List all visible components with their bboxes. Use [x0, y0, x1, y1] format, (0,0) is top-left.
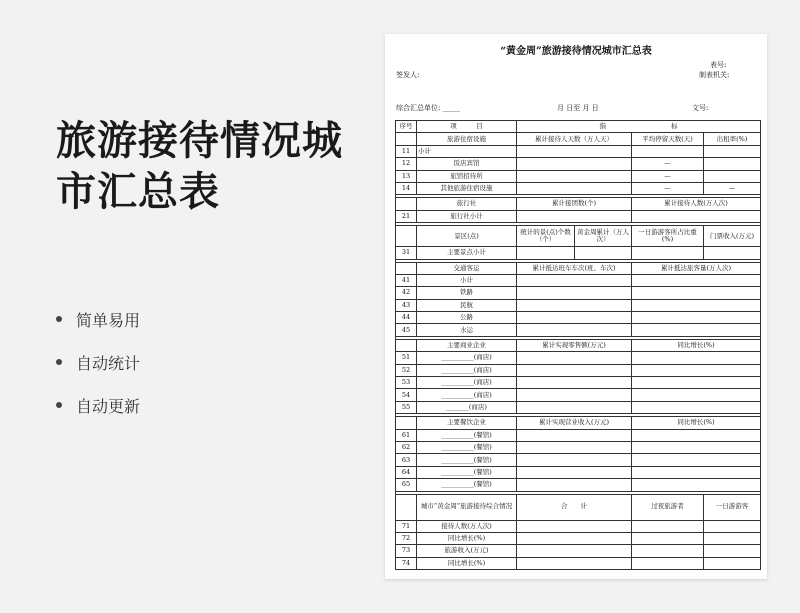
table-cell: 景区(点)	[417, 226, 517, 247]
table-cell	[517, 324, 632, 336]
table-row	[396, 299, 761, 311]
table-cell	[704, 158, 761, 170]
table-cell	[632, 352, 761, 364]
table-cell: 小计	[417, 274, 517, 286]
table-cell: __________(餐馆)	[417, 429, 517, 441]
table-cell	[517, 247, 575, 259]
header-seq: 序号	[396, 121, 417, 133]
promo-title-line-2: 市汇总表	[56, 169, 220, 215]
table-cell: 过夜旅游者	[632, 494, 704, 520]
table-cell: _______(商店)	[417, 401, 517, 413]
table-row	[396, 429, 761, 441]
table-cell: __________(商店)	[417, 352, 517, 364]
table-cell	[517, 479, 632, 491]
table-cell: 53	[396, 377, 417, 389]
table-row	[396, 532, 761, 544]
table-row	[396, 182, 761, 194]
table-cell: 累计抵达班车车次(班、车次)	[517, 262, 632, 274]
table-cell	[632, 274, 761, 286]
table-cell: 63	[396, 454, 417, 466]
table-row	[396, 210, 761, 222]
table-cell: 73	[396, 545, 417, 557]
table-cell: 合 计	[517, 494, 632, 520]
doc-no-label: 文号:	[692, 104, 709, 112]
table-cell: __________(餐馆)	[417, 454, 517, 466]
feature-label: 自动更新	[76, 396, 141, 416]
table-cell: 55	[396, 401, 417, 413]
table-cell: 水运	[417, 324, 517, 336]
table-cell	[517, 210, 632, 222]
feature-label: 简单易用	[76, 310, 141, 330]
section-header-row	[396, 133, 761, 145]
table-cell: 44	[396, 312, 417, 324]
table-cell	[704, 557, 761, 569]
table-cell: __________(商店)	[417, 389, 517, 401]
table-cell	[396, 417, 417, 429]
table-cell: 小计	[417, 145, 517, 157]
table-cell: __________(商店)	[417, 377, 517, 389]
table-row	[396, 389, 761, 401]
table-row	[396, 545, 761, 557]
promo-title-line-1: 旅游接待情况城	[56, 118, 343, 164]
table-cell: 71	[396, 520, 417, 532]
table-cell: 42	[396, 287, 417, 299]
table-cell: 累计接团数(个)	[517, 198, 632, 210]
table-cell: 黄金周累计（万人次）	[575, 226, 632, 247]
table-cell: 旅馆招待所	[417, 170, 517, 182]
summary-table	[395, 120, 761, 570]
section-header-row	[396, 198, 761, 210]
table-cell: 11	[396, 145, 417, 157]
table-cell	[517, 158, 632, 170]
table-cell: 累计接待人数(万人次)	[632, 198, 761, 210]
table-cell	[396, 133, 417, 145]
table-row	[396, 441, 761, 453]
promo-title	[56, 116, 376, 218]
table-cell	[517, 429, 632, 441]
table-cell	[632, 377, 761, 389]
table-cell: 旅游住宿设施	[417, 133, 517, 145]
header-item: 项 目	[417, 121, 517, 133]
section-header-row	[396, 417, 761, 429]
table-cell	[632, 287, 761, 299]
table-row	[396, 145, 761, 157]
table-cell	[396, 339, 417, 351]
section-header-row	[396, 494, 761, 520]
table-cell: 累计实现营业收入(万元)	[517, 417, 632, 429]
table-cell	[517, 441, 632, 453]
table-row	[396, 401, 761, 413]
table-cell	[517, 274, 632, 286]
table-row	[396, 377, 761, 389]
table-cell: —	[632, 170, 704, 182]
table-row	[396, 312, 761, 324]
table-cell: 出租率(%)	[704, 133, 761, 145]
table-cell	[517, 545, 632, 557]
table-cell: 同比增长(%)	[632, 339, 761, 351]
table-cell	[517, 352, 632, 364]
table-cell: 同比增长(%)	[417, 532, 517, 544]
table-cell: 一日游游客	[704, 494, 761, 520]
table-cell	[396, 198, 417, 210]
table-cell	[632, 247, 704, 259]
table-cell	[632, 532, 704, 544]
table-cell: 51	[396, 352, 417, 364]
table-cell	[517, 466, 632, 478]
table-cell: —	[632, 182, 704, 194]
table-header-row	[396, 121, 761, 133]
table-cell	[632, 466, 761, 478]
table-row	[396, 364, 761, 376]
table-cell: 13	[396, 170, 417, 182]
table-row	[396, 454, 761, 466]
table-row	[396, 352, 761, 364]
table-cell	[632, 545, 704, 557]
table-cell: 12	[396, 158, 417, 170]
table-cell: __________(商店)	[417, 364, 517, 376]
table-cell	[632, 479, 761, 491]
table-cell: 61	[396, 429, 417, 441]
table-cell: 旅游收入(万元)	[417, 545, 517, 557]
table-row	[396, 170, 761, 182]
table-cell	[632, 441, 761, 453]
table-row	[396, 287, 761, 299]
table-cell	[632, 401, 761, 413]
table-cell: 74	[396, 557, 417, 569]
table-no-label: 表号:	[710, 61, 727, 69]
table-cell	[632, 312, 761, 324]
maker-label: 制表机关:	[699, 71, 730, 79]
table-cell: 旅行社小计	[417, 210, 517, 222]
section-header-row	[396, 226, 761, 247]
table-cell: 主要景点小计	[417, 247, 517, 259]
table-cell: —	[704, 182, 761, 194]
table-cell: 其他旅游住宿设施	[417, 182, 517, 194]
table-cell: 65	[396, 479, 417, 491]
table-row	[396, 274, 761, 286]
table-cell	[704, 145, 761, 157]
feature-item	[56, 394, 140, 416]
date-label: 月 日至 月 日	[557, 104, 599, 112]
section-header-row	[396, 262, 761, 274]
table-cell: 城市“黄金周”旅游接待综合情况	[417, 494, 517, 520]
table-cell: —	[632, 158, 704, 170]
table-cell	[396, 226, 417, 247]
issuer-label: 签发人:	[396, 71, 420, 79]
table-cell	[632, 557, 704, 569]
form-title: “黄金周”旅游接待情况城市汇总表	[500, 46, 652, 57]
table-row	[396, 324, 761, 336]
table-cell: 旅行社	[417, 198, 517, 210]
table-cell	[632, 210, 761, 222]
table-cell: 接待人数(万人次)	[417, 520, 517, 532]
table-cell	[517, 182, 632, 194]
table-cell	[517, 389, 632, 401]
table-cell	[704, 170, 761, 182]
bullet-icon	[56, 359, 62, 365]
table-cell	[517, 401, 632, 413]
table-cell: 同比增长(%)	[632, 417, 761, 429]
table-cell	[517, 377, 632, 389]
table-cell: 62	[396, 441, 417, 453]
unit-label: 综合汇总单位: _____	[396, 104, 461, 112]
table-cell: 52	[396, 364, 417, 376]
table-row	[396, 479, 761, 491]
table-cell	[517, 299, 632, 311]
table-cell: 同比增长(%)	[417, 557, 517, 569]
table-cell	[632, 520, 704, 532]
table-cell: 主要商业企业	[417, 339, 517, 351]
table-cell: 累计实现零售额(万元)	[517, 339, 632, 351]
table-row	[396, 557, 761, 569]
table-cell: 民航	[417, 299, 517, 311]
table-cell	[517, 532, 632, 544]
table-cell: __________(餐馆)	[417, 479, 517, 491]
table-cell	[632, 145, 704, 157]
table-cell	[632, 299, 761, 311]
header-indicator: 指 标	[517, 121, 761, 133]
table-cell	[632, 324, 761, 336]
table-cell: __________(餐馆)	[417, 441, 517, 453]
table-cell	[517, 170, 632, 182]
table-row	[396, 247, 761, 259]
table-cell: 43	[396, 299, 417, 311]
table-cell: 14	[396, 182, 417, 194]
form-preview	[385, 34, 767, 579]
table-cell	[704, 532, 761, 544]
table-cell: 21	[396, 210, 417, 222]
bullet-icon	[56, 316, 62, 322]
section-header-row	[396, 339, 761, 351]
table-cell	[517, 287, 632, 299]
feature-item	[56, 351, 140, 373]
feature-item	[56, 308, 140, 330]
table-cell	[704, 545, 761, 557]
table-cell: 交通客运	[417, 262, 517, 274]
table-cell	[396, 494, 417, 520]
table-cell: 72	[396, 532, 417, 544]
table-cell	[517, 364, 632, 376]
feature-label: 自动统计	[76, 353, 141, 373]
table-cell: 一日游游客所占比重(%)	[632, 226, 704, 247]
table-cell	[632, 389, 761, 401]
table-cell: 64	[396, 466, 417, 478]
table-row	[396, 466, 761, 478]
table-cell	[632, 429, 761, 441]
table-cell	[704, 247, 761, 259]
table-cell: __________(餐馆)	[417, 466, 517, 478]
table-cell: 主要餐饮企业	[417, 417, 517, 429]
table-cell: 平均停留天数(天)	[632, 133, 704, 145]
feature-list	[56, 308, 140, 437]
table-cell: 54	[396, 389, 417, 401]
table-cell: 公路	[417, 312, 517, 324]
table-cell: 41	[396, 274, 417, 286]
table-cell	[632, 454, 761, 466]
table-cell: 统计的景(点)个数（个）	[517, 226, 575, 247]
table-cell: 铁路	[417, 287, 517, 299]
table-cell	[517, 520, 632, 532]
table-cell: 饭店宾馆	[417, 158, 517, 170]
table-cell: 累计接待人天数（万人天）	[517, 133, 632, 145]
table-cell	[632, 364, 761, 376]
table-cell	[517, 557, 632, 569]
table-cell: 31	[396, 247, 417, 259]
table-cell	[517, 145, 632, 157]
table-cell	[396, 262, 417, 274]
table-cell	[575, 247, 632, 259]
table-cell	[517, 312, 632, 324]
table-row	[396, 158, 761, 170]
table-cell: 累计抵达旅客量(万人次)	[632, 262, 761, 274]
table-cell	[517, 454, 632, 466]
table-row	[396, 520, 761, 532]
table-cell: 45	[396, 324, 417, 336]
table-cell: 门票收入(万元)	[704, 226, 761, 247]
bullet-icon	[56, 402, 62, 408]
table-cell	[704, 520, 761, 532]
